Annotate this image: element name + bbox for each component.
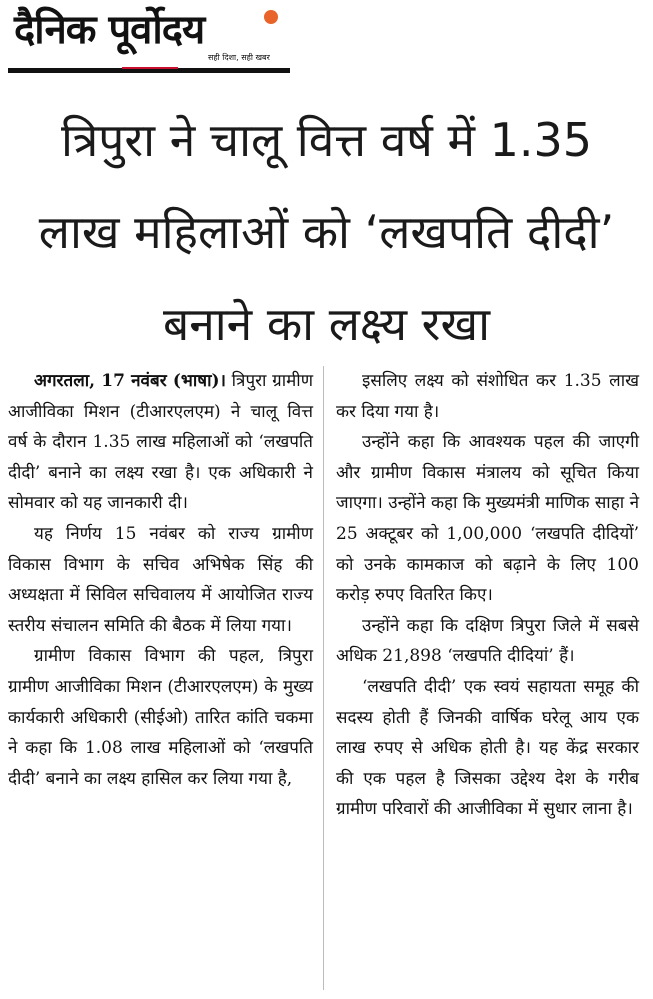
article-paragraph: यह निर्णय 15 नवंबर को राज्य ग्रामीण विकास विभाग के सचिव अभिषेक सिंह की अध्यक्षता में सिविल सचिवालय में आयोजित राज्य स्तरीय संचालन समिति की बैठक में लिया गया। <box>8 523 313 636</box>
article-paragraph <box>8 366 313 519</box>
paragraph-text: त्रिपुरा ग्रामीण आजीविका मिशन (टीआरएलएम) ने चालू वित्त वर्ष के दौरान 1.35 लाख महिलाओं को ‘लखपति दीदी’ बनाने का लक्ष्य रखा है। एक अधिकारी ने सोमवार को यह जानकारी दी। <box>8 371 313 514</box>
article-headline: त्रिपुरा ने चालू वित्त वर्ष में 1.35 लाख महिलाओं को ‘लखपति दीदी’ बनाने का लक्ष्य रखा <box>38 113 615 351</box>
masthead-accent-rule <box>122 67 178 69</box>
article-paragraph: उन्होंने कहा कि दक्षिण त्रिपुरा जिले में सबसे अधिक 21,898 ‘लखपति दीदियां’ हैं। <box>336 615 639 667</box>
article-paragraph: ग्रामीण विकास विभाग की पहल, त्रिपुरा ग्रामीण आजीविका मिशन (टीआरएलएम) के मुख्य कार्यकारी अधिकारी (सीईओ) तारित कांति चकमा ने कहा कि 1.08 लाख महिलाओं को ‘लखपति दीदी’ बनाने का लक्ष्य हासिल कर लिया गया है, <box>8 646 313 789</box>
article-column-left <box>8 366 313 794</box>
newspaper-tagline: सही दिशा, सही खबर <box>208 53 270 62</box>
newspaper-logo: दैनिक पूर्वोदय <box>14 7 205 53</box>
logo-dot-icon <box>264 10 278 24</box>
article-column-right <box>336 366 639 825</box>
article-paragraph: उन्होंने कहा कि आवश्यक पहल की जाएगी और ग्रामीण विकास मंत्रालय को सूचित किया जाएगा। उन्होंने कहा कि मुख्यमंत्री माणिक साहा ने 25 अक्टूबर को 1,00,000 ‘लखपति दीदियों’ को उनके कामकाज को बढ़ाने के लिए 100 करोड़ रुपए वितरित किए। <box>336 432 639 606</box>
article-dateline: अगरतला, 17 नवंबर (भाषा)। <box>34 371 226 391</box>
column-divider <box>323 366 324 990</box>
masthead <box>8 4 290 72</box>
article-paragraph: ‘लखपति दीदी’ एक स्वयं सहायता समूह की सदस्य होती हैं जिनकी वार्षिक घरेलू आय एक लाख रुपए से अधिक होती है। यह केंद्र सरकार की एक पहल है जिसका उद्देश्य देश के गरीब ग्रामीण परिवारों की आजीविका में सुधार लाना है। <box>336 676 639 820</box>
article-paragraph: इसलिए लक्ष्य को संशोधित कर 1.35 लाख कर दिया गया है। <box>336 371 639 422</box>
